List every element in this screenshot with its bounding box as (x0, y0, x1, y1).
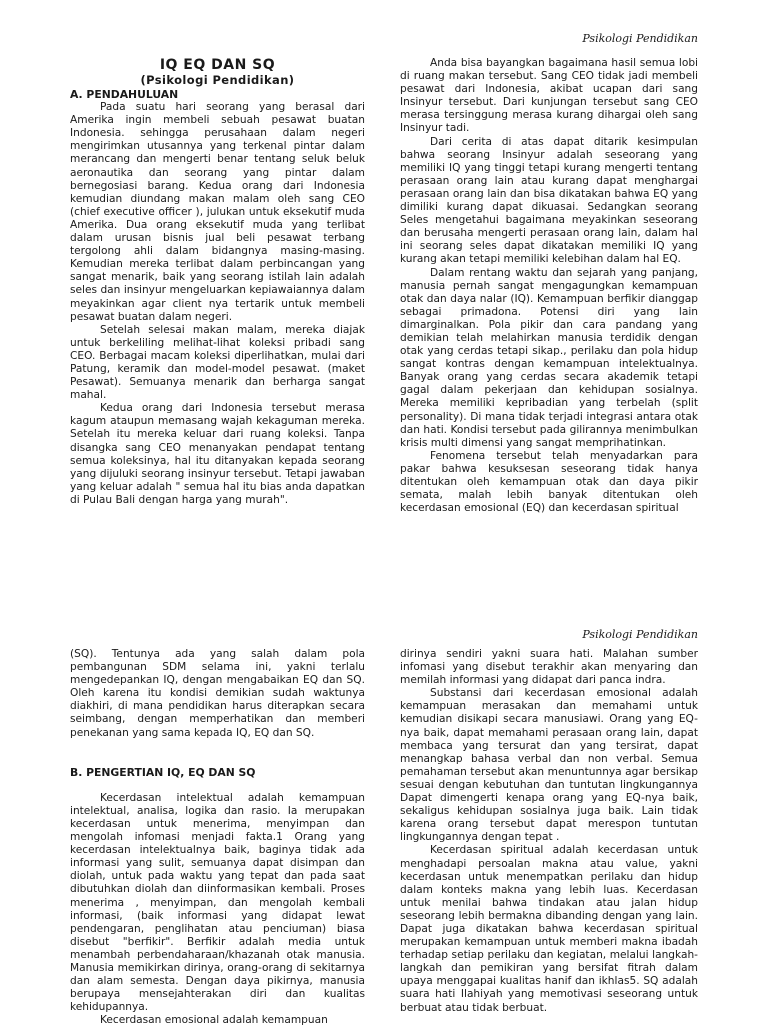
page2-right-column (400, 648, 698, 1015)
paragraph: Kecerdasan spiritual adalah kecerdasan untuk menghadapi persoalan makna atau value, yakni kecerdasan untuk menempatkan perilaku dan hidup dalam konteks makna yang lebih luas. Kecerdasan untuk menilai bahwa tindakan atau jalan hidup seseorang lebih bermakna dibanding dengan yang lain. Dapat juga dikatakan bahwa kecerdasan spiritual merupakan kemampuan untuk memberi makna ibadah terhadap setiap perilaku dan kegiatan, melalui langkah- langkah dan pemikiran yang bersifat fitrah dalam upaya menggapai kualitas hanif dan ikhlas5. SQ adalah suara hati Ilahiyah yang memotivasi seseorang untuk berbuat atau tidak berbuat. (400, 844, 698, 1014)
running-header: Psikologi Pendidikan (582, 32, 698, 45)
paragraph: Setelah selesai makan malam, mereka diajak untuk berkeliling melihat-lihat koleksi pribadi sang CEO. Berbagai macam koleksi diperlihatkan, mulai dari Patung, keramik dan model-model pesawat. (maket Pesawat). Semuanya menarik dan berharga sangat mahal. (70, 323, 365, 402)
document-subtitle: (Psikologi Pendidikan) (140, 73, 295, 87)
paragraph: Dari cerita di atas dapat ditarik kesimpulan bahwa seorang Insinyur adalah seseorang yang memiliki IQ yang tinggi tetapi kurang mengerti tentang perasaan orang lain atau kurang dapat menghargai perasaan orang lain dan bisa dikatakan bahwa EQ yang dimiliki kurang dapat dikuasai. Sedangkan seorang Seles mengetahui bagaimana meyakinkan seseorang dan berusaha mengerti perasaan orang lain, dalam hal ini seorang seles dapat dikatakan memiliki IQ yang kurang akan tetapi memiliki kelebihan dalam hal EQ. (400, 135, 698, 266)
paragraph: Pada suatu hari seorang yang berasal dari Amerika ingin membeli sebuah pesawat buatan Indonesia. sehingga perusahaan dalam negeri mengirimkan utusannya yang terkenal pintar dalam merancang dan mengerti benar tentang seluk beluk aeronautika dan seorang yang pintar dalam bernegosiasi barang. Kedua orang dari Indonesia kemudian diundang makan malam oleh sang CEO (chief executive officer ), julukan untuk eksekutif muda Amerika. Dua orang eksekutif muda yang terlibat dalam urusan bisnis jual beli pesawat terbang tergolong ahli dalam bidangnya masing-masing. Kemudian mereka terlibat dalam perbincangan yang sangat menarik, baik yang seorang istilah lain adalah seles dan insinyur mengeluarkan kepiawaiannya dalam meyakinkan agar client nya tertarik untuk membeli pesawat buatan dalam negeri. (70, 101, 365, 323)
paragraph: Substansi dari kecerdasan emosional adalah kemampuan merasakan dan memahami untuk kemudian disikapi secara manusiawi. Orang yang EQ-nya baik, dapat memahami perasaan orang lain, dapat membaca yang tersurat dan yang tersirat, dapat menangkap bahasa verbal dan non verbal. Semua pemahaman tersebut akan menuntunnya agar bersikap sesuai dengan kebutuhan dan tuntutan lingkungannya Dapat dimengerti kenapa orang yang EQ-nya baik, sekaligus kehidupan sosialnya juga baik. Lain tidak karena orang tersebut dapat merespon tuntutan lingkungannya dengan tepat . (400, 687, 698, 844)
page1-left-column (70, 57, 365, 507)
section-heading-pendahuluan: A. PENDAHULUAN (70, 88, 179, 101)
paragraph: Kedua orang dari Indonesia tersebut merasa kagum ataupun memasang wajah kekaguman mereka. Setelah itu mereka keluar dari ruang koleksi. Tanpa disangka sang CEO menanyakan pendapat tentang semua koleksinya, hal itu ditanyakan kepada seorang yang dijuluki seorang insinyur tersebut. Tetapi jawaban yang keluar adalah " semua hal itu bias anda dapatkan di Pulau Bali dengan harga yang murah". (70, 402, 365, 506)
page2-left-column (70, 648, 365, 1027)
paragraph: Kecerdasan intelektual adalah kemampuan intelektual, analisa, logika dan rasio. Ia merupakan kecerdasan untuk menerima, menyimpan dan mengolah infomasi menjadi fakta.1 Orang yang kecerdasan intelektualnya baik, baginya tidak ada informasi yang sulit, semuanya dapat disimpan dan diolah, untuk pada waktu yang tepat dan pada saat dibutuhkan diolah dan diinformasikan kembali. Proses menerima , menyimpan, dan mengolah kembali informasi, (baik informasi yang didapat lewat pendengaran, penglihatan atau penciuman) biasa disebut "berfikir". Berfikir adalah media untuk menambah perbendaharaan/khazanah otak manusia. Manusia memikirkan dirinya, orang-orang di sekitarnya dan alam semesta. Dengan daya pikirnya, manusia berupaya mensejahterakan diri dan kualitas kehidupannya. (70, 791, 365, 1014)
paragraph: Dalam rentang waktu dan sejarah yang panjang, manusia pernah sangat mengagungkan kemampuan otak dan daya nalar (IQ). Kemampuan berfikir dianggap sebagai primadona. Potensi diri yang lain dimarginalkan. Pola pikir dan cara pandang yang demikian telah melahirkan manusia terdidik dengan otak yang cerdas tetapi sikap., perilaku dan pola hidup sangat kontras dengan kemampuan intelektualnya. Banyak orang yang cerdas secara akademik tetapi gagal dalam pekerjaan dan kehidupan sosialnya. Mereka memiliki kepribadian yang terbelah (split personality). Di mana tidak terjadi integrasi antara otak dan hati. Kondisi tersebut pada gilirannya menimbulkan krisis multi dimensi yang sangat memprihatinkan. (400, 266, 698, 449)
paragraph: Kecerdasan emosional adalah kemampuan (100, 1014, 328, 1027)
paragraph: Fenomena tersebut telah menyadarkan para pakar bahwa kesuksesan seseorang tidak hanya ditentukan oleh kemampuan otak dan daya pikir semata, malah lebih banyak ditentukan oleh kecerdasan emosional (EQ) dan kecerdasan spiritual (400, 449, 698, 515)
running-header: Psikologi Pendidikan (582, 628, 698, 641)
page1-right-column (400, 57, 698, 515)
paragraph: (SQ). Tentunya ada yang salah dalam pola pembangunan SDM selama ini, yakni terlalu mengedepankan IQ, dengan mengabaikan EQ dan SQ. Oleh karena itu kondisi demikian sudah waktunya diakhiri, di mana pendidikan harus diterapkan secara seimbang, dengan memperhatikan dan memberi penekanan yang sama kepada IQ, EQ dan SQ. (70, 648, 365, 739)
paragraph: dirinya sendiri yakni suara hati. Malahan sumber infomasi yang disebut terakhir akan menyaring dan memilah informasi yang didapat dari panca indra. (400, 648, 698, 687)
section-heading-pengertian: B. PENGERTIAN IQ, EQ DAN SQ (70, 765, 256, 779)
document-title: IQ EQ DAN SQ (159, 57, 276, 73)
paragraph: Anda bisa bayangkan bagaimana hasil semua lobi di ruang makan tersebut. Sang CEO tidak jadi membeli pesawat dari Indonesia, akibat ucapan dari sang Insinyur tersebut. Dari kunjungan tersebut sang CEO merasa tersinggung merasa kurang dihargai oleh sang Insinyur tadi. (400, 57, 698, 135)
